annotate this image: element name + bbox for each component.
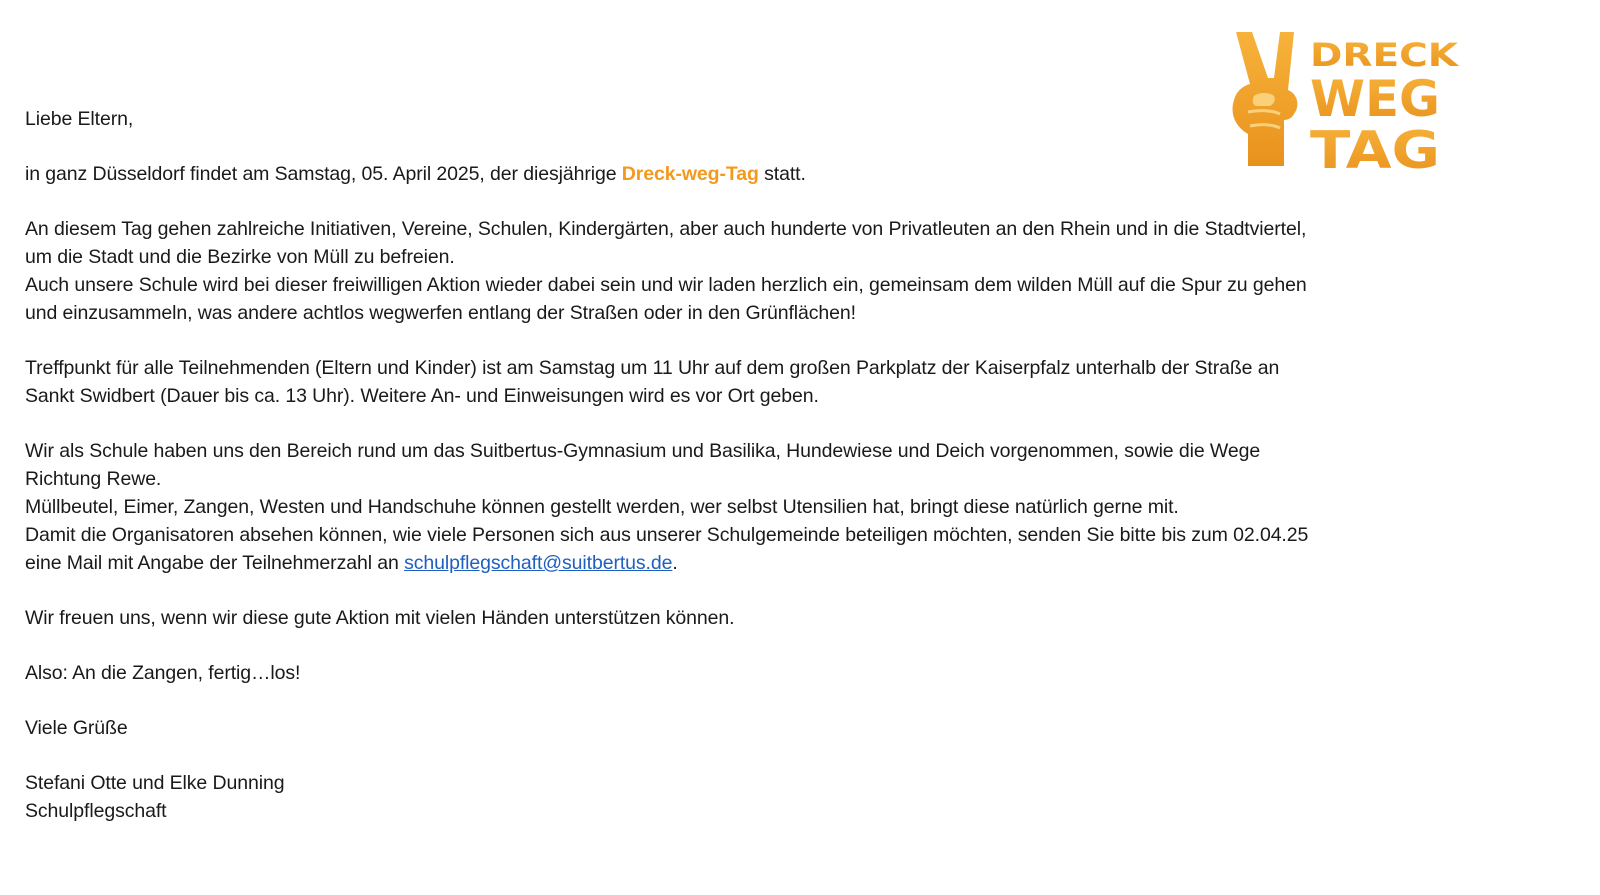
greeting: Liebe Eltern, (25, 108, 134, 130)
text-line: Damit die Organisatoren absehen können, wie viele Personen sich aus unserer Schulgemeinde beteiligen möchten, senden Sie bitte bis zum 02.04.25 (25, 524, 1309, 546)
signature (25, 769, 1470, 825)
letter-body (25, 105, 1470, 852)
text-line: An diesem Tag gehen zahlreiche Initiativen, Vereine, Schulen, Kindergärten, aber auch hunderte von Privatleuten an den Rhein und in die Stadtviertel, (25, 218, 1307, 240)
text-line: Richtung Rewe. (25, 468, 162, 490)
text-line: Auch unsere Schule wird bei dieser freiwilligen Aktion wieder dabei sein und wir laden herzlich ein, gemeinsam dem wilden Müll auf die Spur zu gehen (25, 274, 1307, 296)
registration-text: eine Mail mit Angabe der Teilnehmerzahl an (25, 552, 405, 574)
logo-text-line-2: WEG (1310, 70, 1440, 128)
logo-text-line-1: DRECK (1310, 36, 1460, 74)
text-line: um die Stadt und die Bezirke von Müll zu befreien. (25, 246, 455, 268)
logo-text-line-3: TAG (1310, 121, 1440, 176)
intro-text-after: statt. (758, 163, 806, 185)
paragraph-initiatives (25, 215, 1470, 327)
paragraph-area-and-registration (25, 437, 1470, 577)
signature-names: Stefani Otte und Elke Dunning (25, 772, 285, 794)
text-line: und einzusammeln, was andere achtlos wegwerfen entlang der Straßen oder in den Grünflächen! (25, 302, 856, 324)
registration-text-end: . (672, 552, 678, 574)
intro-paragraph (25, 160, 1470, 188)
text-line: Wir als Schule haben uns den Bereich rund um das Suitbertus-Gymnasium und Basilika, Hundewiese und Deich vorgenommen, sowie die Wege (25, 440, 1261, 462)
signature-role: Schulpflegschaft (25, 800, 167, 822)
text-line (25, 549, 1470, 577)
text-line: Sankt Swidbert (Dauer bis ca. 13 Uhr). Weitere An- und Einweisungen wird es vor Ort geben. (25, 385, 819, 407)
event-name-highlight: Dreck-weg-Tag (621, 163, 759, 185)
text-line: Treffpunkt für alle Teilnehmenden (Eltern und Kinder) ist am Samstag um 11 Uhr auf dem großen Parkplatz der Kaiserpfalz unterhalb der Straße an (25, 357, 1280, 379)
intro-text-before: in ganz Düsseldorf findet am Samstag, 05. April 2025, der diesjährige (25, 163, 622, 185)
email-link[interactable]: schulpflegschaft@suitbertus.de (404, 552, 673, 574)
closing-thanks: Wir freuen uns, wenn wir diese gute Aktion mit vielen Händen unterstützen können. (25, 607, 735, 629)
closing-motto: Also: An die Zangen, fertig…los! (25, 662, 301, 684)
text-line: Müllbeutel, Eimer, Zangen, Westen und Handschuhe können gestellt werden, wer selbst Utensilien hat, bringt diese natürlich gerne mit. (25, 496, 1179, 518)
regards: Viele Grüße (25, 717, 128, 739)
paragraph-meeting-point (25, 354, 1470, 410)
